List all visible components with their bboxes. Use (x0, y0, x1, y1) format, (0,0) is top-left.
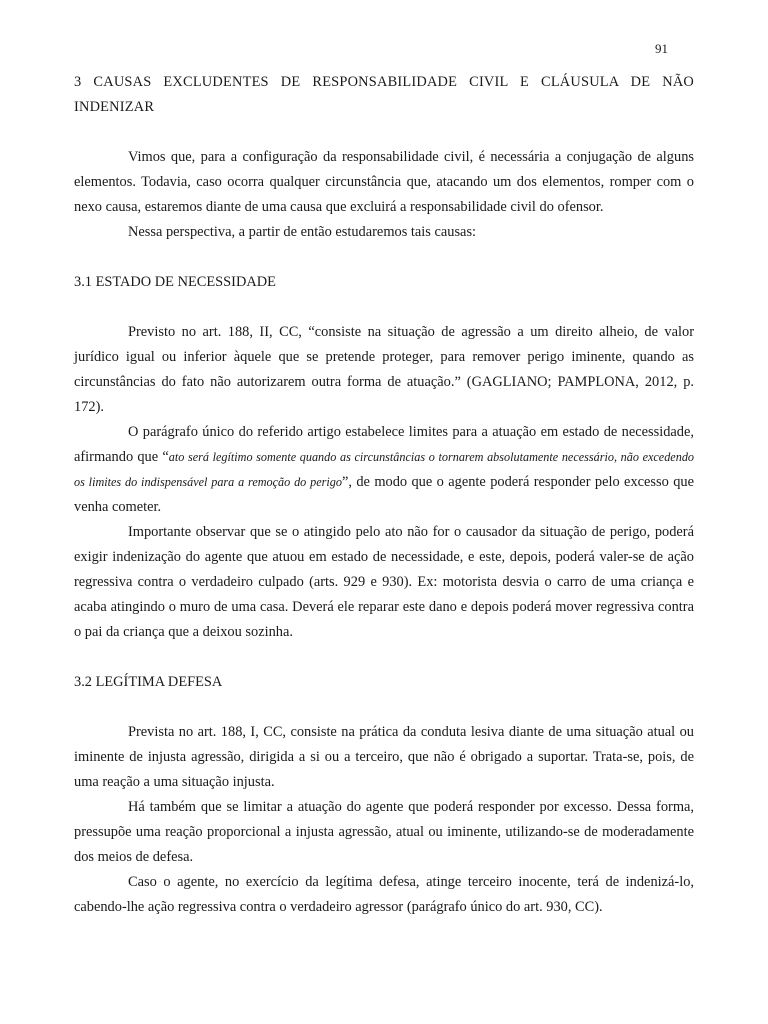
paragraph-legitima-defesa-1: Prevista no art. 188, I, CC, consiste na prática da conduta lesiva diante de uma situação atual ou iminente de injusta agressão, dirigida a si ou a terceiro, que não é obrigado a suportar. Trata-se, pois, de uma reação a uma situação injusta. (74, 724, 694, 790)
section-title-legitima-defesa: 3.2 LEGÍTIMA DEFESA (74, 674, 223, 690)
paragraph-text: O parágrafo único do referido artigo estabelece limites para a atuação em estado de necessidade, afirmando que “ (74, 424, 694, 465)
legal-quote: ato será legítimo somente quando as circunstâncias o tornarem absolutamente necessário, não excedendo os limites do indispensável para a remoção do perigo (74, 450, 695, 489)
paragraph-text: ”, de modo que o agente poderá responder pelo excesso que venha cometer. (74, 474, 694, 515)
paragraph-estado-necessidade-3: Importante observar que se o atingido pelo ato não for o causador da situação de perigo, poderá exigir indenização do agente que atuou em estado de necessidade, e este, depois, poderá valer-se de ação regressiva contra o verdadeiro culpado (arts. 929 e 930). Ex: motorista desvia o carro de uma criança e acaba atingindo o muro de uma casa. Deverá ele reparar este dano e depois poderá mover regressiva contra o pai da criança que a deixou sozinha. (74, 524, 694, 640)
document-body (74, 70, 694, 920)
intro-paragraph-causes: Nessa perspectiva, a partir de então estudaremos tais causas: (128, 224, 477, 240)
paragraph-legitima-defesa-3: Caso o agente, no exercício da legítima defesa, atinge terceiro inocente, terá de indenizá-lo, cabendo-lhe ação regressiva contra o verdadeiro agressor (parágrafo único do art. 930, CC). (74, 874, 694, 915)
intro-paragraph: Vimos que, para a configuração da responsabilidade civil, é necessária a conjugação de alguns elementos. Todavia, caso ocorra qualquer circunstância que, atacando um dos elementos, romper com o nexo causa, estaremos diante de uma causa que excluirá a responsabilidade civil do ofensor. (74, 149, 694, 215)
page-number: 91 (655, 41, 668, 56)
chapter-title: 3 CAUSAS EXCLUDENTES DE RESPONSABILIDADE CIVIL E CLÁUSULA DE NÃO INDENIZAR (74, 74, 694, 115)
section-title-estado-de-necessidade: 3.1 ESTADO DE NECESSIDADE (74, 274, 276, 290)
paragraph-estado-necessidade-2 (74, 420, 694, 520)
paragraph-legitima-defesa-2: Há também que se limitar a atuação do agente que poderá responder por excesso. Dessa forma, pressupõe uma reação proporcional a injusta agressão, atual ou iminente, utilizando-se de moderadamente dos meios de defesa. (74, 799, 694, 865)
paragraph-estado-necessidade-1: Previsto no art. 188, II, CC, “consiste na situação de agressão a um direito alheio, de valor jurídico igual ou inferior àquele que se pretende proteger, para remover perigo iminente, quando as circunstâncias do fato não autorizarem outra forma de atuação.” (GAGLIANO; PAMPLONA, 2012, p. 172). (74, 324, 694, 415)
